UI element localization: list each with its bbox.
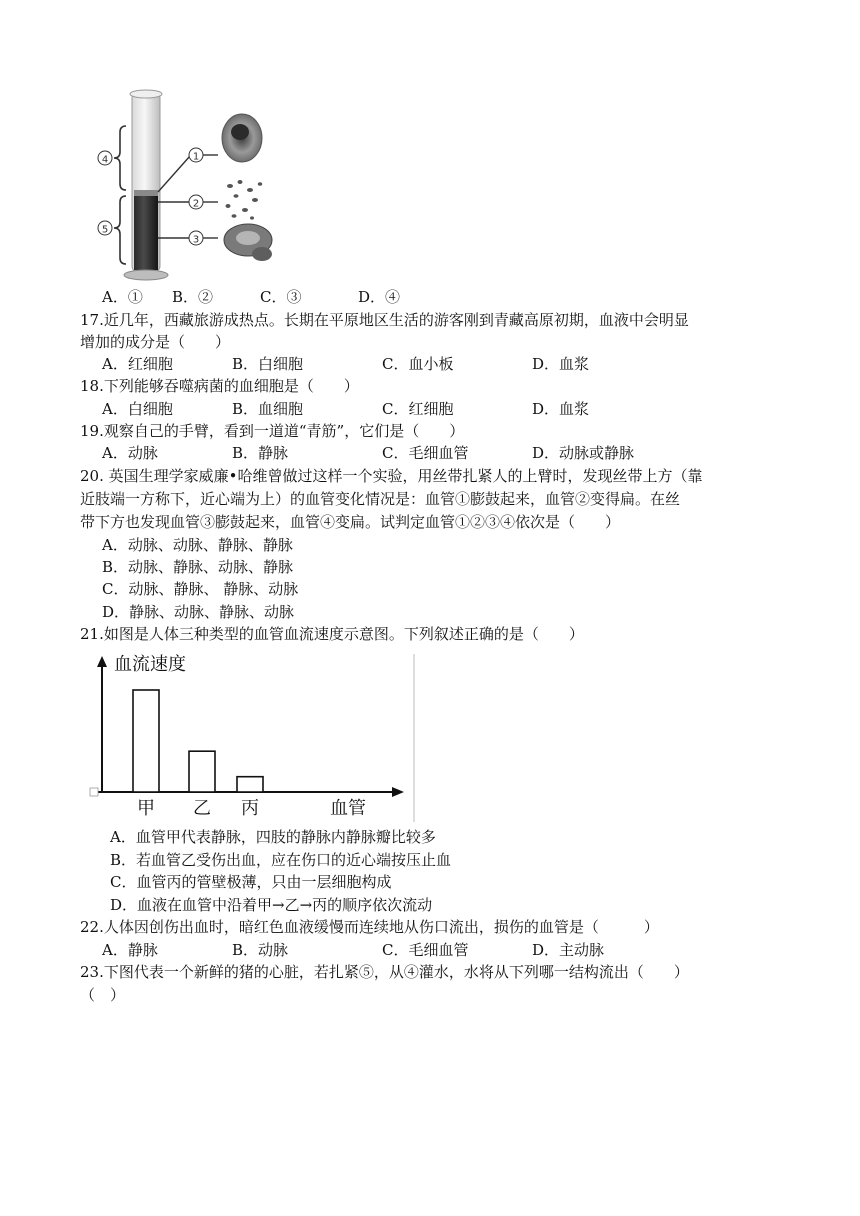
q22-option-d[interactable]: D．主动脉 — [532, 941, 605, 959]
q22-option-b[interactable]: B．动脉 — [232, 941, 289, 959]
x-axis-arrow — [392, 787, 404, 797]
q20-option-c[interactable]: C．动脉、静脉、 静脉、动脉 — [102, 580, 299, 598]
q17-option-c[interactable]: C．血小板 — [382, 355, 454, 373]
q18-option-d[interactable]: D．血浆 — [532, 400, 590, 418]
white-blood-cell-image — [222, 114, 262, 162]
q16-option-a[interactable]: A．① — [102, 288, 143, 306]
label-5 — [98, 221, 112, 236]
q19-option-a[interactable]: A．动脉 — [102, 444, 158, 462]
svg-text:4: 4 — [101, 154, 109, 166]
q18-option-b[interactable]: B．血细胞 — [232, 400, 304, 418]
x-axis-label: 血管 — [330, 798, 366, 819]
q17-option-b[interactable]: B．白细胞 — [232, 355, 304, 373]
red-blood-cell-image — [224, 224, 272, 261]
q18-option-c[interactable]: C．红细胞 — [382, 400, 454, 418]
category-label-2: 乙 — [193, 798, 211, 819]
q19-stem: 19.观察自己的手臂，看到一道道“青筋”，它们是（ ） — [80, 422, 465, 440]
q16-option-c[interactable]: C．③ — [260, 288, 302, 306]
q23-stem-line2: （ ） — [80, 986, 126, 1004]
q21-option-c[interactable]: C．血管丙的管壁极薄，只由一层细胞构成 — [110, 873, 392, 891]
q21-stem: 21.如图是人体三种类型的血管血流速度示意图。下列叙述正确的是（ ） — [80, 625, 584, 643]
q21-option-b[interactable]: B．若血管乙受伤出血，应在伤口的近心端按压止血 — [110, 851, 452, 869]
q20-stem-line3: 带下方也发现血管③膨鼓起来，血管④变扁。试判定血管①②③④依次是（ ） — [80, 513, 621, 531]
label-4 — [98, 151, 112, 166]
y-axis-label: 血流速度 — [114, 654, 186, 675]
q17-option-a[interactable]: A．红细胞 — [102, 355, 173, 373]
q16-option-d[interactable]: D．④ — [358, 288, 401, 306]
label-1 — [189, 148, 218, 163]
q22-stem: 22.人体因创伤出血时，暗红色血液缓慢而连续地从伤口流出，损伤的血管是（ ） — [80, 918, 659, 936]
q22-option-a[interactable]: A．静脉 — [102, 941, 158, 959]
svg-text:5: 5 — [101, 224, 109, 236]
q17-stem-line2: 增加的成分是（ ） — [80, 333, 231, 351]
q20-option-a[interactable]: A．动脉、动脉、静脉、静脉 — [102, 536, 293, 554]
q16-option-b[interactable]: B．② — [172, 288, 214, 306]
platelets-image — [226, 180, 263, 220]
blood-tube-figure — [90, 86, 290, 286]
q19-option-c[interactable]: C．毛细血管 — [382, 444, 469, 462]
q20-stem-line1: 20. 英国生理学家威廉•哈维曾做过这样一个实验，用丝带扎紧人的上臂时，发现丝带上方（靠 — [80, 467, 703, 485]
blood-flow-speed-chart — [86, 650, 416, 822]
q20-stem-line2: 近肢端一方称下，近心端为上）的血管变化情况是：血管①膨鼓起来，血管②变得扁。在丝 — [80, 490, 681, 508]
y-axis-arrow — [97, 656, 107, 667]
q17-option-d[interactable]: D．血浆 — [532, 355, 590, 373]
q20-option-d[interactable]: D．静脉、动脉、静脉、动脉 — [102, 603, 295, 621]
q18-stem: 18.下列能够吞噬病菌的血细胞是（ ） — [80, 377, 359, 395]
q22-option-c[interactable]: C．毛细血管 — [382, 941, 469, 959]
svg-text:1: 1 — [192, 151, 200, 163]
q17-stem-line1: 17.近几年，西藏旅游成热点。长期在平原地区生活的游客刚到青藏高原初期，血液中会明显 — [80, 311, 689, 329]
label-3 — [189, 231, 218, 246]
bar-2 — [189, 751, 215, 792]
bar-3 — [237, 777, 263, 792]
svg-text:3: 3 — [192, 234, 200, 246]
q20-option-b[interactable]: B．动脉、静脉、动脉、静脉 — [102, 558, 294, 576]
svg-text:2: 2 — [192, 198, 200, 210]
bar-1 — [133, 690, 159, 792]
category-label-3: 丙 — [241, 798, 259, 819]
label-2 — [189, 195, 218, 210]
q19-option-d[interactable]: D．动脉或静脉 — [532, 444, 635, 462]
q19-option-b[interactable]: B．静脉 — [232, 444, 289, 462]
q21-option-a[interactable]: A．血管甲代表静脉，四肢的静脉内静脉瓣比较多 — [110, 828, 436, 846]
q21-option-d[interactable]: D．血液在血管中沿着甲→乙→丙的顺序依次流动 — [110, 896, 433, 914]
category-label-1: 甲 — [137, 798, 155, 819]
q23-stem-line1: 23.下图代表一个新鲜的猪的心脏，若扎紧⑤，从④灌水，水将从下列哪一结构流出（ ） — [80, 963, 689, 981]
q18-option-a[interactable]: A．白细胞 — [102, 400, 173, 418]
